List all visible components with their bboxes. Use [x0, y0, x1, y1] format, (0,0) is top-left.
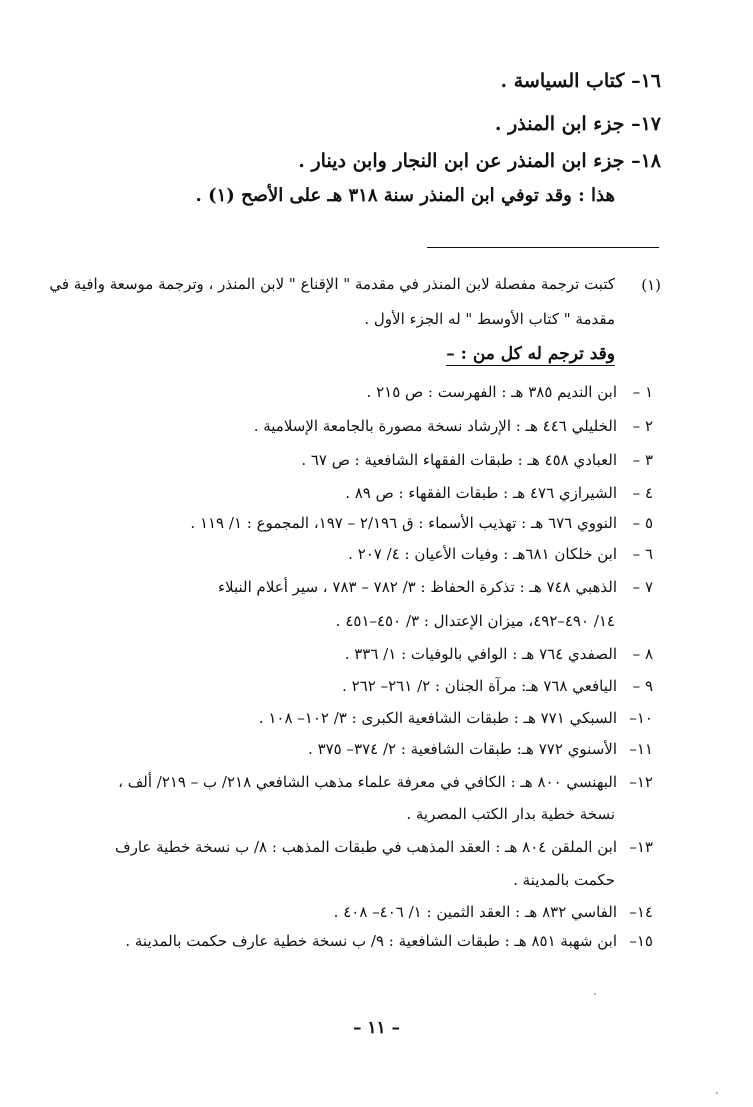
reference-item: [125, 932, 653, 950]
reference-item: [301, 451, 653, 469]
reference-item: [345, 484, 653, 502]
reference-text: ابن شهبة ٨٥١ هـ : طبقات الشافعية : ٩/ ب نسخة خطية عارف حكمت بالمدينة .: [125, 932, 617, 950]
reference-number: ٢ –: [632, 417, 653, 435]
reference-item: [367, 383, 653, 401]
reference-item: [334, 903, 653, 921]
footnote-line-1: كتبت ترجمة مفصلة لابن المنذر في مقدمة " الإقناع " لابن المنذر ، وترجمة موسعة وافية في: [49, 275, 615, 293]
reference-text: الشيرازي ٤٧٦ هـ : طبقات الفقهاء : ص ٨٩ .: [345, 484, 617, 502]
footnote-divider: [427, 247, 659, 248]
reference-text: الخليلي ٤٤٦ هـ : الإرشاد نسخة مصورة بالجامعة الإسلامية .: [253, 417, 617, 435]
reference-number: ٩ –: [632, 677, 653, 695]
reference-text: الذهبي ٧٤٨ هـ : تذكرة الحفاظ : ٣/ ٧٨٢ – ٧٨٣ ، سير أعلام النبلاء: [217, 578, 617, 596]
reference-item: [190, 514, 653, 532]
page-number: – ١١ –: [352, 1018, 401, 1038]
reference-number: ١٣–: [629, 838, 653, 856]
reference-text: الصفدي ٧٦٤ هـ : الوافي بالوفيات : ١/ ٣٣٦ .: [344, 645, 617, 663]
reference-item: [308, 740, 653, 758]
reference-number: ١ –: [632, 383, 653, 401]
reference-item: [342, 677, 653, 695]
reference-continuation: نسخة خطية بدار الكتب المصرية .: [406, 805, 615, 823]
reference-number: ٥ –: [632, 514, 653, 532]
reference-continuation: حكمت بالمدينة .: [513, 871, 615, 889]
reference-number: ٨ –: [632, 645, 653, 663]
reference-text: البهنسي ٨٠٠ هـ : الكافي في معرفة علماء مذهب الشافعي ٢١٨/ ب – ٢١٩/ ألف ،: [118, 773, 617, 791]
reference-number: ١١–: [629, 740, 653, 758]
reference-continuation: ١٤/ ٤٩٠–٤٩٢، ميزان الإعتدال : ٣/ ٤٥٠–٤٥١ .: [335, 612, 615, 630]
reference-text: ابن خلكان ٦٨١هـ : وفيات الأعيان : ٤/ ٢٠٧ .: [348, 545, 617, 563]
reference-text: اليافعي ٧٦٨ هـ: مرآة الجنان : ٢/ ٢٦١– ٢٦٢ .: [342, 677, 617, 695]
scan-speck: [716, 1092, 718, 1094]
list-item-18: ١٨– جزء ابن المنذر عن ابن النجار وابن دينار .: [298, 150, 661, 172]
reference-number: ٤ –: [632, 484, 653, 502]
reference-item: [218, 578, 653, 596]
death-note: هذا : وقد توفي ابن المنذر سنة ٣١٨ هـ على الأصح (١) .: [195, 185, 615, 206]
footnote-marker: (١): [641, 276, 661, 294]
list-item-17: ١٧– جزء ابن المنذر .: [494, 113, 661, 135]
reference-number: ٦ –: [632, 545, 653, 563]
reference-item: [259, 709, 653, 727]
reference-number: ١٢–: [629, 773, 653, 791]
reference-text: الفاسي ٨٣٢ هـ : العقد الثمين : ١/ ٤٠٦– ٤٠٨ .: [333, 903, 617, 921]
reference-item: [115, 838, 653, 856]
reference-text: العبادي ٤٥٨ هـ : طبقات الفقهاء الشافعية : ص ٦٧ .: [301, 451, 617, 469]
footnote-line-2: مقدمة " كتاب الأوسط " له الجزء الأول .: [364, 310, 615, 328]
scan-speck: [594, 993, 596, 995]
reference-item: [348, 545, 653, 563]
reference-text: ابن النديم ٣٨٥ هـ : الفهرست : ص ٢١٥ .: [366, 383, 617, 401]
reference-item: [345, 645, 653, 663]
list-item-16: ١٦– كتاب السياسة .: [500, 70, 661, 92]
reference-number: ٧ –: [632, 578, 653, 596]
reference-number: ١٠–: [629, 709, 653, 727]
reference-text: الأسنوي ٧٧٢ هـ: طبقات الشافعية : ٢/ ٣٧٤– ٣٧٥ .: [308, 740, 617, 758]
reference-item: [254, 417, 653, 435]
reference-text: ابن الملقن ٨٠٤ هـ : العقد المذهب في طبقات المذهب : ٨/ ب نسخة خطية عارف: [115, 838, 617, 856]
reference-number: ١٥–: [629, 932, 653, 950]
reference-item: [118, 773, 653, 791]
references-heading: وقد ترجم له كل من : –: [446, 344, 615, 364]
reference-text: السبكي ٧٧١ هـ : طبقات الشافعية الكبرى : ٣/ ١٠٢– ١٠٨ .: [258, 709, 617, 727]
reference-text: النووي ٦٧٦ هـ : تهذيب الأسماء : ق ٢/١٩٦ – ١٩٧، المجموع : ١/ ١١٩ .: [190, 514, 617, 532]
reference-number: ٣ –: [632, 451, 653, 469]
reference-number: ١٤–: [629, 903, 653, 921]
